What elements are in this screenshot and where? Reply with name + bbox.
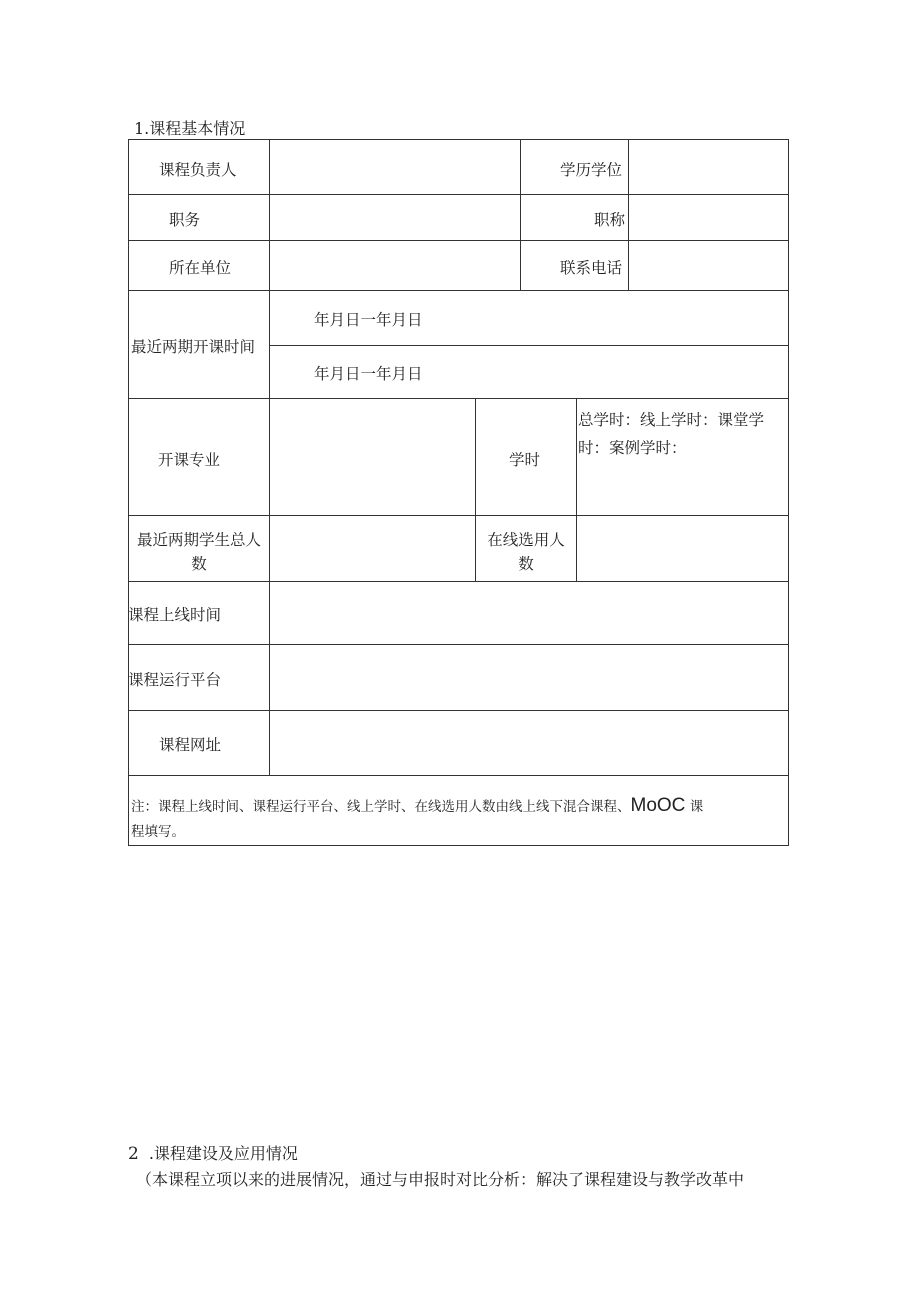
label-title-rank: 职称: [594, 211, 626, 229]
value-phone[interactable]: [630, 242, 788, 289]
date-range-2: 年月日一年月日: [314, 365, 423, 383]
value-platform[interactable]: [271, 646, 788, 709]
label-platform: 课程运行平台: [128, 671, 222, 689]
label-online-enroll-line-2: 数: [518, 555, 534, 573]
label-position: 职务: [169, 211, 201, 229]
note-text-1: 注：课程上线时间、课程运行平台、线上学时、在线选用人数由线上线下混合课程、: [131, 799, 631, 815]
label-unit: 所在单位: [169, 259, 232, 277]
date-range-1: 年月日一年月日: [314, 311, 423, 329]
label-phone: 联系电话: [560, 259, 623, 277]
value-online-time[interactable]: [271, 583, 788, 643]
value-position[interactable]: [271, 196, 519, 239]
label-total-students-line-1: 最近两期学生总人: [136, 531, 261, 549]
note-line-1: [131, 793, 703, 820]
note-line-2: 程填写。: [131, 824, 185, 840]
note-mooc: MoOC: [630, 795, 686, 816]
note-text-2: 课: [685, 799, 704, 815]
hours-detail: [578, 406, 764, 462]
label-online-time: 课程上线时间: [128, 606, 222, 624]
hours-detail-line-2: 时：案例学时：: [578, 439, 687, 457]
value-unit[interactable]: [271, 242, 519, 289]
value-education-degree[interactable]: [630, 141, 788, 193]
table-note: [131, 793, 703, 845]
label-total-students-line-2: 数: [191, 555, 207, 573]
section-2-heading: [128, 1141, 298, 1164]
value-title-rank[interactable]: [630, 196, 788, 239]
section-2-description: （本课程立项以来的进展情况，通过与申报时对比分析：解决了课程建设与教学改革中: [136, 1170, 745, 1189]
label-url: 课程网址: [159, 736, 222, 754]
label-total-students: [131, 528, 267, 576]
label-recent-two-terms-time: 最近两期开课时间: [131, 338, 256, 356]
label-online-enroll-line-1: 在线选用人: [487, 531, 565, 549]
value-total-students[interactable]: [271, 517, 474, 580]
label-education-degree: 学历学位: [560, 161, 623, 179]
label-major: 开课专业: [158, 451, 221, 469]
label-online-enroll: [477, 528, 575, 576]
value-url[interactable]: [271, 712, 788, 774]
section-2-title: .课程建设及应用情况: [148, 1144, 298, 1163]
value-major[interactable]: [271, 400, 474, 514]
label-class-hours: 学时: [509, 451, 541, 469]
section-1-title: 1.课程基本情况: [134, 119, 246, 138]
value-course-leader[interactable]: [271, 141, 519, 193]
value-online-enroll[interactable]: [578, 517, 788, 580]
hours-detail-line-1: 总学时：线上学时：课堂学: [578, 411, 765, 429]
section-2-number: 2: [128, 1144, 139, 1164]
label-course-leader: 课程负责人: [159, 161, 237, 179]
